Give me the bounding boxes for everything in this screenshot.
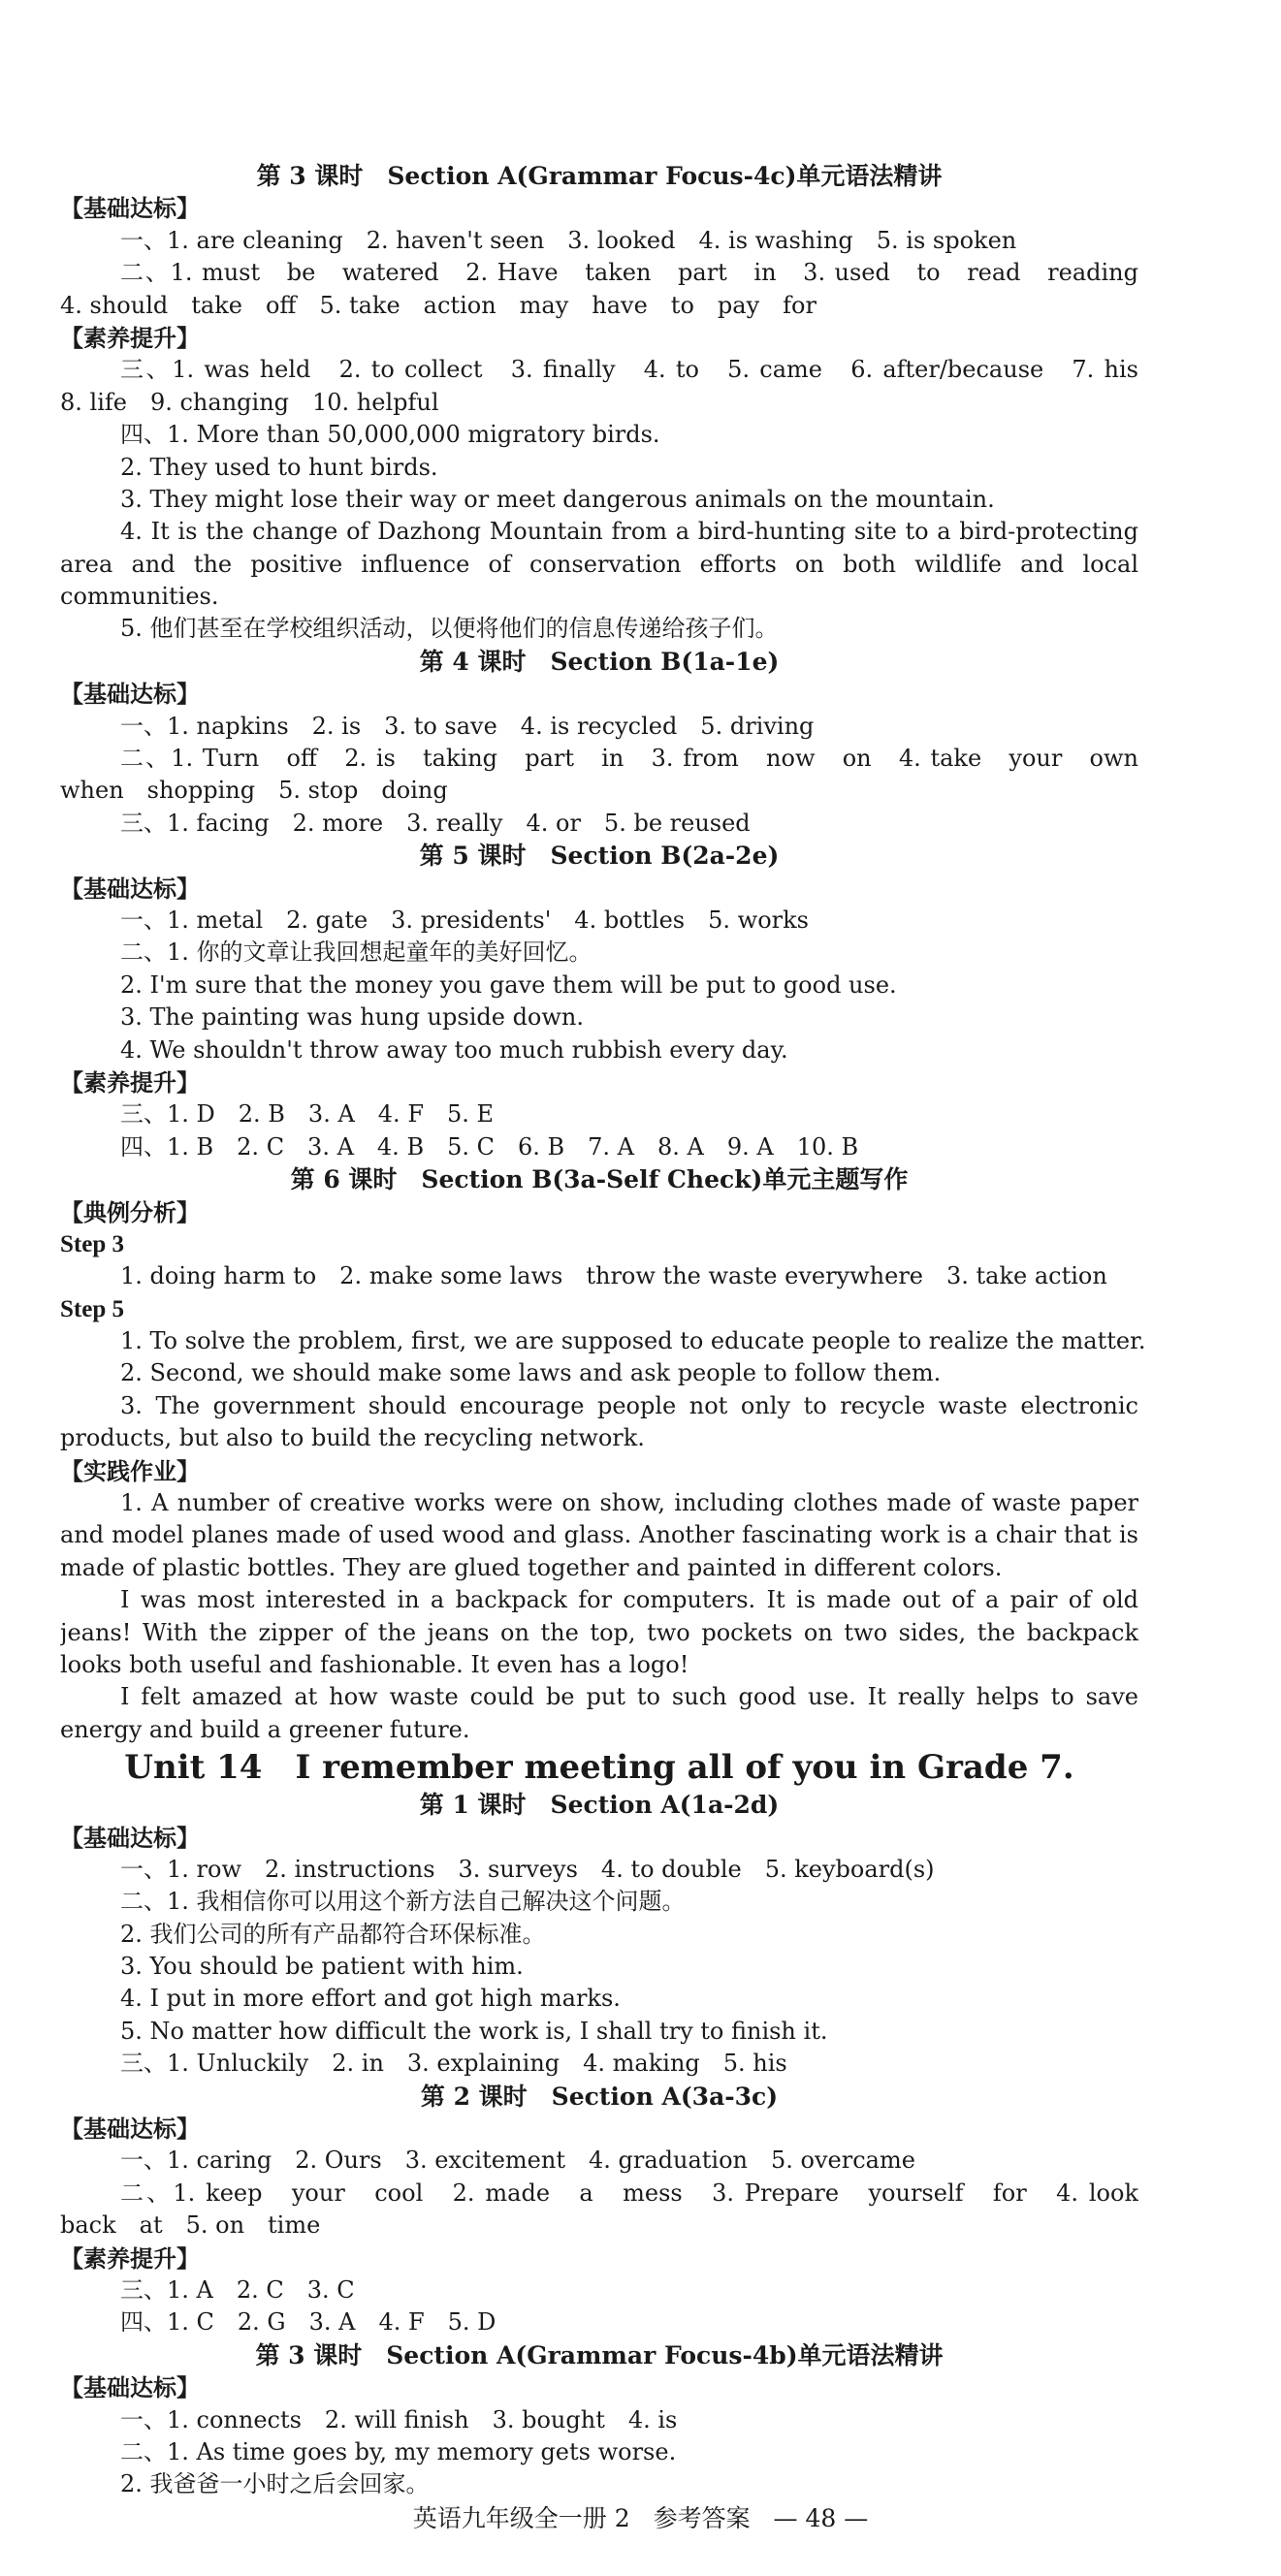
answer-line: 二、1. keep your cool 2. made a mess 3. Prepare yourself for 4. look bbox=[120, 2178, 1138, 2207]
answer-line: jeans! With the zipper of the jeans on the top, two pockets on two sides, the backpack bbox=[60, 1618, 1138, 1646]
answer-line: 四、1. C 2. G 3. A 4. F 5. D bbox=[120, 2308, 496, 2337]
answer-line: 1. A number of creative works were on show, including clothes made of waste paper bbox=[120, 1489, 1138, 1517]
section-tag: 【基础达标】 bbox=[60, 2373, 200, 2402]
answer-line: 三、1. facing 2. more 3. really 4. or 5. be reused bbox=[120, 809, 751, 837]
answer-line: 一、1. row 2. instructions 3. surveys 4. to double 5. keyboard(s) bbox=[120, 1855, 935, 1883]
answer-line: and model planes made of used wood and glass. Another fascinating work is a chair that is bbox=[60, 1521, 1138, 1549]
lesson-heading: 第 1 课时 Section A(1a-2d) bbox=[419, 1791, 780, 1820]
footer-book-title: 英语九年级全一册 2 bbox=[412, 2504, 630, 2532]
answer-line: 3. The government should encourage people not only to recycle waste electronic bbox=[120, 1391, 1138, 1419]
answer-line: 4. We shouldn't throw away too much rubbish every day. bbox=[120, 1035, 788, 1064]
section-tag: 【基础达标】 bbox=[60, 1823, 200, 1852]
answer-line: products, but also to build the recycling network. bbox=[60, 1424, 645, 1452]
answer-line: 三、1. Unluckily 2. in 3. explaining 4. making 5. his bbox=[120, 2050, 787, 2078]
answer-line: 5. No matter how difficult the work is, I shall try to finish it. bbox=[120, 2017, 828, 2045]
unit-title: Unit 14 I remember meeting all of you in Grade 7. bbox=[124, 1748, 1074, 1788]
lesson-heading: 第 6 课时 Section B(3a-Self Check)单元主题写作 bbox=[290, 1165, 909, 1194]
lesson-heading: 第 4 课时 Section B(1a-1e) bbox=[419, 647, 780, 676]
answer-line: back at 5. on time bbox=[60, 2211, 321, 2240]
answer-line: 二、1. 你的文章让我回想起童年的美好回忆。 bbox=[120, 938, 592, 967]
answer-line: 一、1. caring 2. Ours 3. excitement 4. graduation 5. overcame bbox=[120, 2147, 915, 2175]
answer-line: 2. 我爸爸一小时之后会回家。 bbox=[120, 2470, 430, 2498]
answer-line: 4. should take off 5. take action may have to pay for bbox=[60, 291, 817, 319]
answer-line: 3. You should be patient with him. bbox=[120, 1953, 524, 1981]
lesson-heading: 第 3 课时 Section A(Grammar Focus-4c)单元语法精讲 bbox=[256, 162, 943, 190]
answer-line: energy and build a greener future. bbox=[60, 1715, 470, 1743]
answer-line: 1. To solve the problem, first, we are supposed to educate people to realize the matter. bbox=[120, 1327, 1146, 1355]
answer-line: I felt amazed at how waste could be put to such good use. It really helps to save bbox=[120, 1683, 1138, 1711]
answer-line: 一、1. napkins 2. is 3. to save 4. is recycled 5. driving bbox=[120, 712, 815, 740]
footer-page-number: — 48 — bbox=[773, 2504, 869, 2532]
answer-line: 3. They might lose their way or meet dangerous animals on the mountain. bbox=[120, 485, 995, 513]
section-tag: 【实践作业】 bbox=[60, 1456, 200, 1485]
answer-line: 5. 他们甚至在学校组织活动，以便将他们的信息传递给孩子们。 bbox=[120, 615, 779, 643]
answer-line: 4. It is the change of Dazhong Mountain from a bird-hunting site to a bird-protecting bbox=[120, 518, 1138, 546]
section-tag: 【素养提升】 bbox=[60, 1067, 200, 1097]
section-tag: 【基础达标】 bbox=[60, 194, 200, 223]
answer-line: 三、1. A 2. C 3. C bbox=[120, 2276, 355, 2304]
answer-page bbox=[60, 160, 1146, 2501]
answer-line: 三、1. D 2. B 3. A 4. F 5. E bbox=[120, 1100, 495, 1129]
answer-line: area and the positive influence of conservation efforts on both wildlife and local bbox=[60, 550, 1138, 578]
step-heading: Step 5 bbox=[60, 1295, 124, 1322]
section-tag: 【素养提升】 bbox=[60, 323, 200, 352]
answer-line: looks both useful and fashionable. It even has a logo! bbox=[60, 1650, 689, 1678]
answer-line: 二、1. must be watered 2. Have taken part in 3. used to read reading bbox=[120, 259, 1138, 287]
answer-line: 3. The painting was hung upside down. bbox=[120, 1003, 585, 1032]
lesson-heading: 第 5 课时 Section B(2a-2e) bbox=[419, 842, 780, 871]
answer-line: 2. They used to hunt birds. bbox=[120, 453, 438, 481]
answer-line: 2. 我们公司的所有产品都符合环保标准。 bbox=[120, 1920, 546, 1948]
answer-line: 二、1. 我相信你可以用这个新方法自己解决这个问题。 bbox=[120, 1888, 686, 1916]
lesson-heading: 第 3 课时 Section A(Grammar Focus-4b)单元语法精讲 bbox=[255, 2340, 944, 2369]
answer-line: when shopping 5. stop doing bbox=[60, 777, 448, 805]
step-heading: Step 3 bbox=[60, 1230, 124, 1257]
answer-line: communities. bbox=[60, 583, 219, 611]
answer-line: 2. I'm sure that the money you gave them will be put to good use. bbox=[120, 970, 897, 999]
page-footer bbox=[0, 2499, 1281, 2534]
section-tag: 【基础达标】 bbox=[60, 2115, 200, 2144]
answer-line: 三、1. was held 2. to collect 3. finally 4. to 5. came 6. after/because 7. his bbox=[120, 356, 1138, 384]
footer-section: 参考答案 bbox=[653, 2504, 751, 2532]
answer-line: 二、1. As time goes by, my memory gets worse. bbox=[120, 2437, 677, 2465]
section-tag: 【基础达标】 bbox=[60, 874, 200, 903]
answer-line: 4. I put in more effort and got high marks. bbox=[120, 1985, 621, 2013]
lesson-heading: 第 2 课时 Section A(3a-3c) bbox=[420, 2082, 779, 2111]
section-tag: 【素养提升】 bbox=[60, 2243, 200, 2273]
answer-line: 四、1. More than 50,000,000 migratory birds. bbox=[120, 421, 660, 449]
section-tag: 【典例分析】 bbox=[60, 1197, 200, 1226]
answer-line: made of plastic bottles. They are glued together and painted in different colors. bbox=[60, 1553, 1003, 1581]
answer-line: 2. Second, we should make some laws and ask people to follow them. bbox=[120, 1359, 942, 1387]
answer-line: 一、1. metal 2. gate 3. presidents' 4. bottles 5. works bbox=[120, 906, 809, 934]
answer-line: I was most interested in a backpack for computers. It is made out of a pair of old bbox=[120, 1586, 1138, 1614]
section-tag: 【基础达标】 bbox=[60, 680, 200, 709]
answer-line: 8. life 9. changing 10. helpful bbox=[60, 388, 439, 416]
answer-line: 1. doing harm to 2. make some laws throw the waste everywhere 3. take action bbox=[120, 1262, 1107, 1290]
answer-line: 四、1. B 2. C 3. A 4. B 5. C 6. B 7. A 8. A 9. A 10. B bbox=[120, 1132, 859, 1161]
answer-line: 二、1. Turn off 2. is taking part in 3. from now on 4. take your own bbox=[120, 745, 1138, 773]
answer-line: 一、1. are cleaning 2. haven't seen 3. looked 4. is washing 5. is spoken bbox=[120, 226, 1017, 254]
answer-line: 一、1. connects 2. will finish 3. bought 4. is bbox=[120, 2405, 678, 2433]
